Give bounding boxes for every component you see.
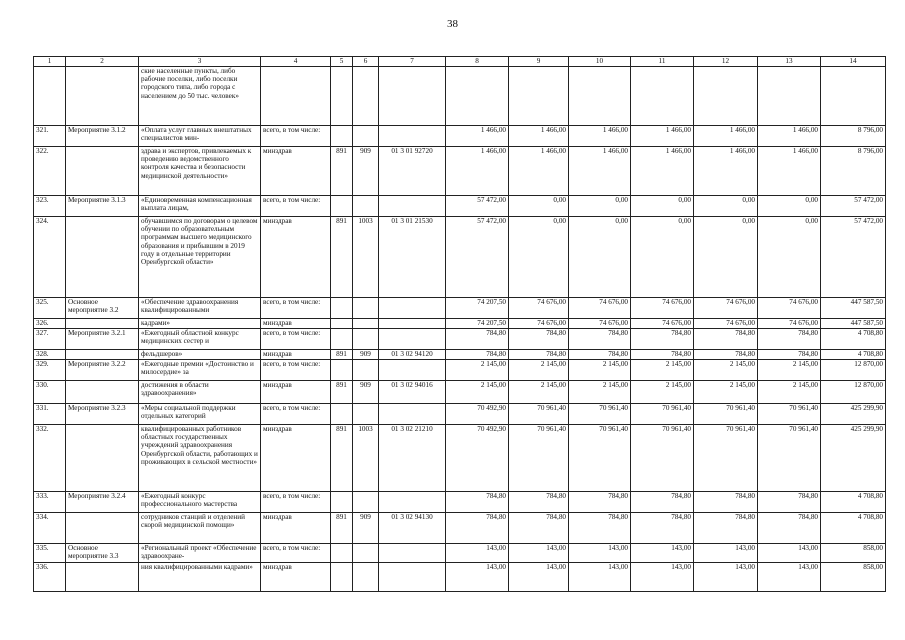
column-header-9: 9: [509, 57, 569, 67]
table-cell: [379, 196, 446, 217]
table-cell: минздрав: [261, 217, 331, 298]
table-cell: 784,80: [758, 513, 821, 544]
table-cell: всего, в том числе:: [261, 126, 331, 147]
table-cell: минздрав: [261, 147, 331, 196]
table-cell: [631, 67, 694, 126]
table-cell: 01 3 02 94130: [379, 513, 446, 544]
table-cell: «Ежегодный конкурс профессионального мастерства: [139, 492, 261, 513]
table-cell: 4 708,80: [821, 492, 886, 513]
table-cell: «Ежегодный областной конкурс медицинских сестер и: [139, 329, 261, 350]
table-cell: 326.: [34, 319, 66, 329]
table-cell: [379, 67, 446, 126]
table-row: [34, 425, 886, 492]
column-header-10: 10: [569, 57, 631, 67]
table-cell: 74 676,00: [569, 298, 631, 319]
table-cell: 74 676,00: [694, 298, 758, 319]
table-cell: [353, 404, 379, 425]
table-cell: «Ежегодные премии «Достоинство и милосердие» за: [139, 360, 261, 381]
table-cell: минздрав: [261, 350, 331, 360]
table-cell: 74 676,00: [694, 319, 758, 329]
table-cell: 2 145,00: [509, 360, 569, 381]
table-cell: 70 961,40: [569, 425, 631, 492]
table-cell: 784,80: [631, 350, 694, 360]
table-cell: 322.: [34, 147, 66, 196]
table-cell: [379, 298, 446, 319]
table-cell: 2 145,00: [569, 381, 631, 404]
table-cell: 0,00: [758, 217, 821, 298]
table-cell: обучавшимся по договорам о целевом обучении по образовательным программам высшего медицинского образования и прибывшим в 2019 году в отдельные территории Оренбургской области»: [139, 217, 261, 298]
table-cell: 2 145,00: [569, 360, 631, 381]
table-cell: 447 587,50: [821, 319, 886, 329]
table-cell: 328.: [34, 350, 66, 360]
table-cell: 891: [331, 513, 353, 544]
table-cell: [66, 425, 139, 492]
table-cell: ские населенные пункты, либо рабочие поселки, либо поселки городского типа, либо города с населением до 50 тыс. человек»: [139, 67, 261, 126]
table-cell: [331, 492, 353, 513]
table-cell: 70 961,40: [509, 404, 569, 425]
column-header-8: 8: [446, 57, 509, 67]
table-cell: Мероприятие 3.1.3: [66, 196, 139, 217]
table-cell: 1 466,00: [509, 126, 569, 147]
table-cell: 784,80: [631, 492, 694, 513]
table-cell: 8 796,00: [821, 147, 886, 196]
table-cell: [331, 544, 353, 563]
table-cell: 784,80: [758, 492, 821, 513]
table-cell: минздрав: [261, 381, 331, 404]
table-cell: 143,00: [758, 544, 821, 563]
column-header-12: 12: [694, 57, 758, 67]
table-cell: 784,80: [569, 492, 631, 513]
table-cell: 0,00: [631, 196, 694, 217]
table-cell: [379, 544, 446, 563]
table-cell: 1 466,00: [569, 126, 631, 147]
table-cell: [331, 563, 353, 592]
table-cell: 70 492,90: [446, 404, 509, 425]
table-cell: [331, 196, 353, 217]
table-cell: 327.: [34, 329, 66, 350]
page-number: 38: [447, 18, 458, 30]
table-cell: [353, 544, 379, 563]
table-cell: 1 466,00: [758, 126, 821, 147]
table-cell: 2 145,00: [631, 360, 694, 381]
table-cell: 143,00: [509, 544, 569, 563]
table-cell: ния квалифицированными кадрами»: [139, 563, 261, 592]
table-cell: [379, 126, 446, 147]
table-cell: 74 676,00: [758, 298, 821, 319]
table-cell: 4 708,80: [821, 329, 886, 350]
table-cell: 70 961,40: [758, 404, 821, 425]
table-cell: [66, 350, 139, 360]
table-cell: [331, 126, 353, 147]
table-cell: 143,00: [631, 544, 694, 563]
table-row: [34, 492, 886, 513]
table-cell: 784,80: [509, 513, 569, 544]
table-cell: 74 676,00: [631, 319, 694, 329]
table-cell: [353, 67, 379, 126]
table-row: [34, 329, 886, 350]
table-row: [34, 298, 886, 319]
table-cell: 784,80: [569, 513, 631, 544]
table-cell: [66, 147, 139, 196]
table-cell: [353, 319, 379, 329]
column-header-11: 11: [631, 57, 694, 67]
table-cell: 143,00: [631, 563, 694, 592]
table-row: [34, 217, 886, 298]
table-row: [34, 196, 886, 217]
table-cell: [331, 360, 353, 381]
table-cell: 8 796,00: [821, 126, 886, 147]
table-cell: [569, 67, 631, 126]
table-cell: 70 961,40: [631, 425, 694, 492]
table-cell: 143,00: [569, 563, 631, 592]
table-cell: «Региональный проект «Обеспечение здравоохране-: [139, 544, 261, 563]
table-cell: Мероприятие 3.2.1: [66, 329, 139, 350]
table-cell: 1 466,00: [509, 147, 569, 196]
table-cell: минздрав: [261, 425, 331, 492]
table-cell: 891: [331, 217, 353, 298]
table-cell: [353, 329, 379, 350]
table-cell: 2 145,00: [446, 381, 509, 404]
table-cell: Мероприятие 3.1.2: [66, 126, 139, 147]
table-cell: 2 145,00: [758, 381, 821, 404]
table-cell: 784,80: [694, 329, 758, 350]
table-cell: 1 466,00: [631, 147, 694, 196]
table-cell: 74 207,50: [446, 319, 509, 329]
table-cell: достижения в области здравоохранения»: [139, 381, 261, 404]
table-cell: 70 961,40: [694, 404, 758, 425]
table-cell: 784,80: [446, 513, 509, 544]
table-cell: 891: [331, 350, 353, 360]
table-cell: [331, 67, 353, 126]
column-header-13: 13: [758, 57, 821, 67]
table-cell: [694, 67, 758, 126]
table-cell: 2 145,00: [631, 381, 694, 404]
table-cell: 784,80: [446, 329, 509, 350]
table-cell: сотрудников станций и отделений скорой медицинской помощи»: [139, 513, 261, 544]
table-cell: минздрав: [261, 319, 331, 329]
table-cell: 143,00: [694, 563, 758, 592]
table-cell: 01 3 02 21210: [379, 425, 446, 492]
table-cell: минздрав: [261, 513, 331, 544]
table-cell: всего, в том числе:: [261, 492, 331, 513]
header-row: [34, 57, 886, 67]
table-cell: 891: [331, 147, 353, 196]
column-header-5: 5: [331, 57, 353, 67]
table-cell: 70 961,40: [509, 425, 569, 492]
table-row: [34, 404, 886, 425]
table-cell: [66, 217, 139, 298]
table-cell: 784,80: [758, 329, 821, 350]
table-cell: «Единовременная компенсационная выплата лицам,: [139, 196, 261, 217]
table-cell: [353, 360, 379, 381]
column-header-14: 14: [821, 57, 886, 67]
table-cell: всего, в том числе:: [261, 329, 331, 350]
table-row: [34, 360, 886, 381]
table-cell: 1 466,00: [694, 126, 758, 147]
table-cell: 784,80: [631, 513, 694, 544]
table-cell: всего, в том числе:: [261, 360, 331, 381]
table-row: [34, 513, 886, 544]
table-cell: 74 676,00: [631, 298, 694, 319]
table-cell: «Обеспечение здравоохранения квалифицированными: [139, 298, 261, 319]
table-cell: 70 492,90: [446, 425, 509, 492]
table-cell: 143,00: [694, 544, 758, 563]
table-cell: [379, 404, 446, 425]
table-cell: 784,80: [569, 350, 631, 360]
table-cell: 70 961,40: [758, 425, 821, 492]
table-cell: 74 676,00: [509, 298, 569, 319]
table-cell: 57 472,00: [821, 196, 886, 217]
table-cell: 2 145,00: [694, 360, 758, 381]
table-cell: 331.: [34, 404, 66, 425]
table-cell: 70 961,40: [569, 404, 631, 425]
column-header-6: 6: [353, 57, 379, 67]
table-row: [34, 544, 886, 563]
table-cell: 2 145,00: [446, 360, 509, 381]
table-cell: 909: [353, 350, 379, 360]
table-cell: 858,00: [821, 544, 886, 563]
table-cell: 74 676,00: [569, 319, 631, 329]
column-header-1: 1: [34, 57, 66, 67]
table-cell: 1003: [353, 217, 379, 298]
table-cell: 332.: [34, 425, 66, 492]
table-row: [34, 381, 886, 404]
table-cell: 784,80: [509, 492, 569, 513]
table-cell: [353, 492, 379, 513]
table-cell: [66, 563, 139, 592]
table-cell: 891: [331, 381, 353, 404]
table-cell: 74 207,50: [446, 298, 509, 319]
table-cell: 2 145,00: [758, 360, 821, 381]
table-cell: 1 466,00: [631, 126, 694, 147]
table-cell: 1 466,00: [694, 147, 758, 196]
table-cell: [353, 563, 379, 592]
table-cell: 0,00: [694, 217, 758, 298]
table-cell: 74 676,00: [758, 319, 821, 329]
table-row: [34, 147, 886, 196]
table-row: [34, 563, 886, 592]
table-cell: [379, 360, 446, 381]
table-cell: 0,00: [509, 196, 569, 217]
column-header-4: 4: [261, 57, 331, 67]
table-cell: всего, в том числе:: [261, 544, 331, 563]
table-row: [34, 67, 886, 126]
table-cell: квалифицированных работников областных государственных учреждений здравоохранения Оренбургской области, работающих и проживающих в сельской местности»: [139, 425, 261, 492]
table-cell: [331, 329, 353, 350]
table-cell: 57 472,00: [446, 217, 509, 298]
table-cell: 784,80: [509, 350, 569, 360]
table-cell: [821, 67, 886, 126]
table-cell: 1 466,00: [569, 147, 631, 196]
table-cell: [66, 513, 139, 544]
table-cell: 0,00: [569, 217, 631, 298]
table-cell: кадрами»: [139, 319, 261, 329]
table-cell: 858,00: [821, 563, 886, 592]
table-cell: 57 472,00: [821, 217, 886, 298]
table-row: [34, 350, 886, 360]
table-cell: 143,00: [446, 563, 509, 592]
table-cell: 70 961,40: [631, 404, 694, 425]
table-cell: [353, 196, 379, 217]
table-cell: 1 466,00: [758, 147, 821, 196]
table-cell: Мероприятие 3.2.4: [66, 492, 139, 513]
table-cell: 425 299,90: [821, 425, 886, 492]
table-cell: 323.: [34, 196, 66, 217]
table-cell: 909: [353, 381, 379, 404]
table-cell: 891: [331, 425, 353, 492]
table-cell: 325.: [34, 298, 66, 319]
table-cell: [379, 563, 446, 592]
table-cell: 4 708,80: [821, 350, 886, 360]
column-header-7: 7: [379, 57, 446, 67]
table-cell: 1003: [353, 425, 379, 492]
table-cell: всего, в том числе:: [261, 298, 331, 319]
table-row: [34, 126, 886, 147]
table-cell: 784,80: [446, 492, 509, 513]
table-cell: [331, 404, 353, 425]
table-cell: 2 145,00: [509, 381, 569, 404]
table-cell: [446, 67, 509, 126]
table-cell: 330.: [34, 381, 66, 404]
table-cell: «Оплата услуг главных внештатных специалистов мин-: [139, 126, 261, 147]
table-cell: минздрав: [261, 563, 331, 592]
table-cell: 784,80: [446, 350, 509, 360]
table-cell: 74 676,00: [509, 319, 569, 329]
table-cell: 425 299,90: [821, 404, 886, 425]
column-header-2: 2: [66, 57, 139, 67]
table-cell: 784,80: [631, 329, 694, 350]
table-cell: 143,00: [446, 544, 509, 563]
table-cell: [261, 67, 331, 126]
table-cell: 0,00: [509, 217, 569, 298]
table-cell: 01 3 01 92720: [379, 147, 446, 196]
table-cell: [331, 319, 353, 329]
table-cell: 333.: [34, 492, 66, 513]
table-cell: [353, 298, 379, 319]
table-cell: 0,00: [569, 196, 631, 217]
table-cell: 0,00: [694, 196, 758, 217]
table-cell: 4 708,80: [821, 513, 886, 544]
table-row: [34, 319, 886, 329]
table-cell: [66, 67, 139, 126]
table-cell: [379, 329, 446, 350]
table-cell: 329.: [34, 360, 66, 381]
table-cell: фельдшеров»: [139, 350, 261, 360]
table-cell: 12 870,00: [821, 360, 886, 381]
table-cell: 784,80: [694, 513, 758, 544]
table-cell: 334.: [34, 513, 66, 544]
table-cell: 909: [353, 513, 379, 544]
table-cell: 143,00: [509, 563, 569, 592]
table-cell: 12 870,00: [821, 381, 886, 404]
table-cell: здрава и экспертов, привлекаемых к проведению ведомственного контроля качества и безопасности медицинской деятельности»: [139, 147, 261, 196]
table-cell: [34, 67, 66, 126]
table-cell: Мероприятие 3.2.2: [66, 360, 139, 381]
table-cell: [379, 319, 446, 329]
table-cell: 324.: [34, 217, 66, 298]
table-cell: 784,80: [694, 492, 758, 513]
table-cell: 336.: [34, 563, 66, 592]
table-cell: всего, в том числе:: [261, 404, 331, 425]
table-cell: 447 587,50: [821, 298, 886, 319]
table-cell: [379, 492, 446, 513]
table-cell: 143,00: [758, 563, 821, 592]
table-cell: 784,80: [569, 329, 631, 350]
table-cell: 0,00: [758, 196, 821, 217]
table-cell: 01 3 02 94016: [379, 381, 446, 404]
table-cell: 909: [353, 147, 379, 196]
table-cell: 784,80: [509, 329, 569, 350]
table-cell: [66, 319, 139, 329]
table-cell: 784,80: [758, 350, 821, 360]
budget-table: [33, 56, 886, 592]
table-cell: 01 3 01 21530: [379, 217, 446, 298]
table-cell: «Меры социальной поддержки отдельных категорий: [139, 404, 261, 425]
table-cell: Мероприятие 3.2.3: [66, 404, 139, 425]
table-cell: 784,80: [694, 350, 758, 360]
table-cell: Основное мероприятие 3.3: [66, 544, 139, 563]
table-cell: 57 472,00: [446, 196, 509, 217]
table-cell: 321.: [34, 126, 66, 147]
table-cell: 1 466,00: [446, 126, 509, 147]
table-cell: [758, 67, 821, 126]
table-cell: 1 466,00: [446, 147, 509, 196]
column-header-3: 3: [139, 57, 261, 67]
table-cell: Основное мероприятие 3.2: [66, 298, 139, 319]
table-cell: всего, в том числе:: [261, 196, 331, 217]
table-cell: [66, 381, 139, 404]
table-cell: [353, 126, 379, 147]
table-cell: 143,00: [569, 544, 631, 563]
table-cell: [509, 67, 569, 126]
table-cell: 335.: [34, 544, 66, 563]
table-cell: 2 145,00: [694, 381, 758, 404]
table-cell: 0,00: [631, 217, 694, 298]
table-cell: [331, 298, 353, 319]
table-cell: 70 961,40: [694, 425, 758, 492]
table-cell: 01 3 02 94120: [379, 350, 446, 360]
